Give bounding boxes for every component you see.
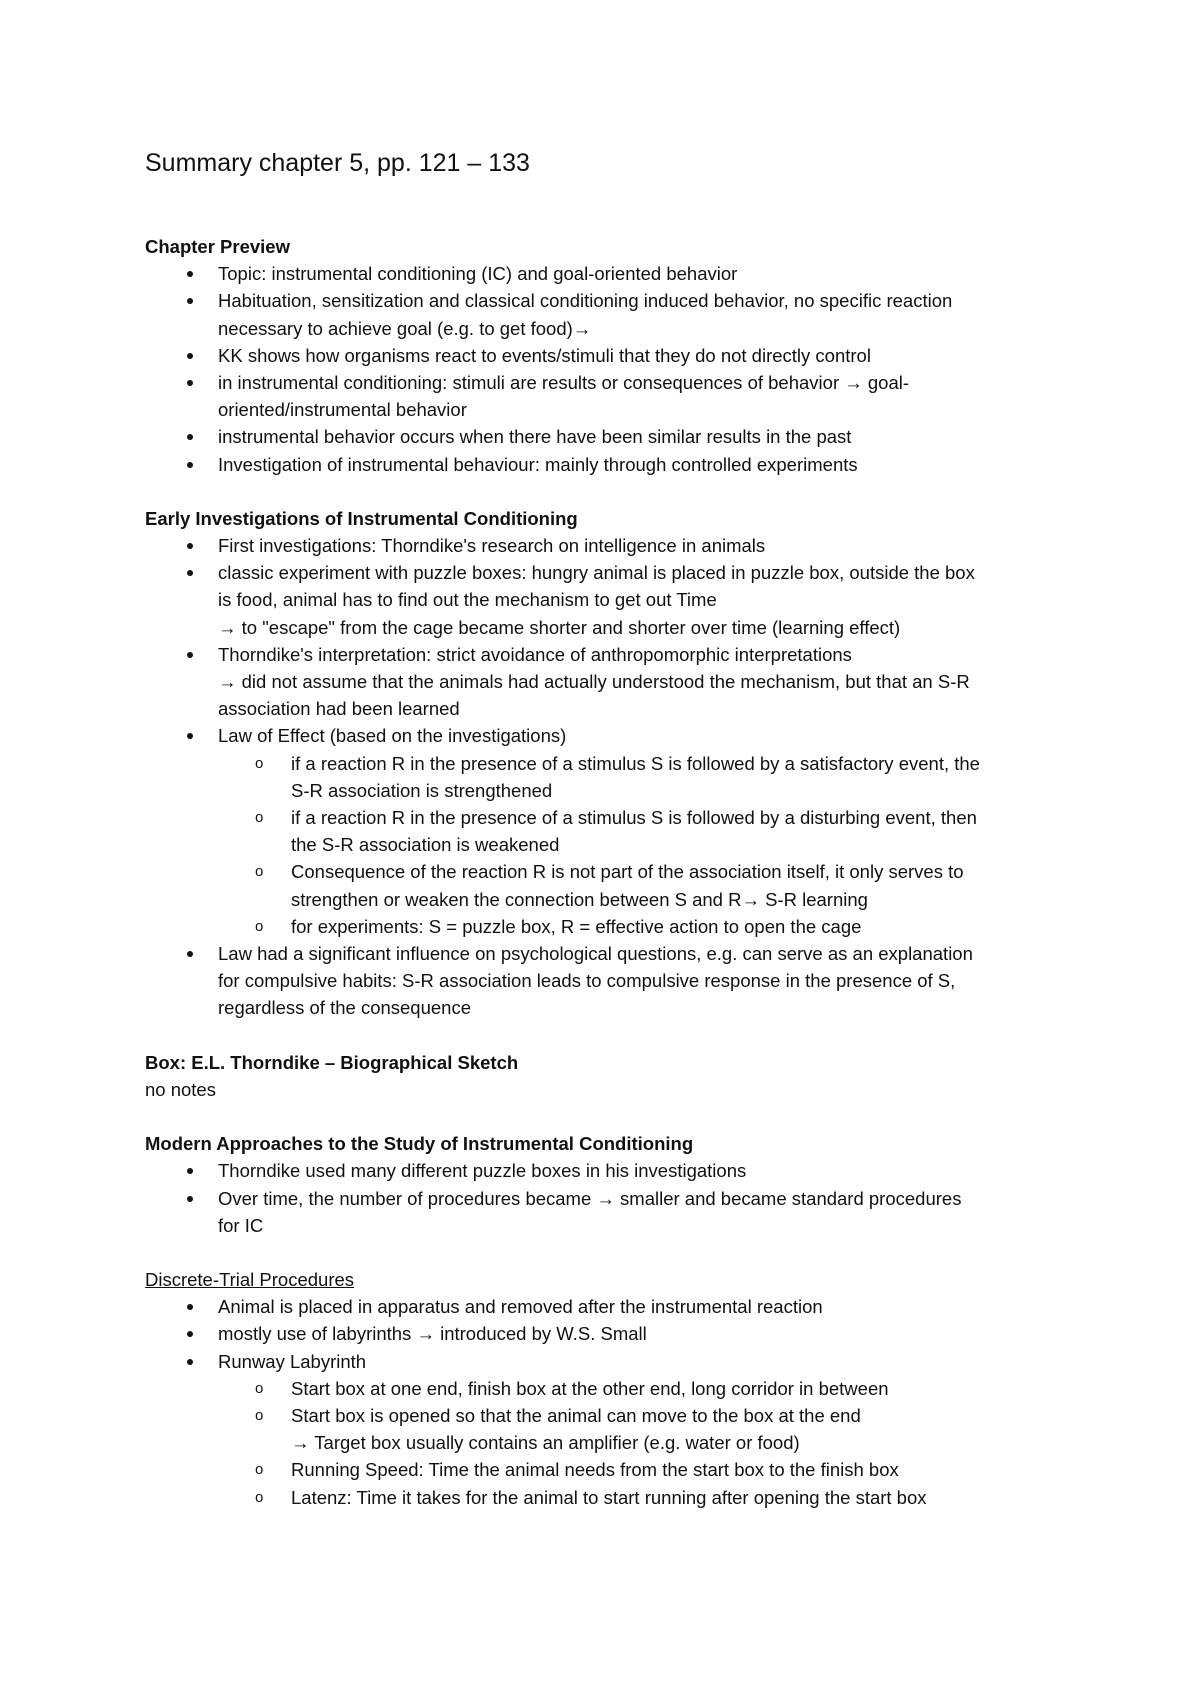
section-heading: Chapter Preview: [145, 236, 290, 257]
sub-bullet-marker: o: [255, 863, 264, 881]
item-text: if a reaction R in the presence of a stimulus S is followed by a satisfactory event, the: [291, 752, 980, 774]
bullet-item: [145, 287, 1065, 341]
bullet-item: [145, 940, 1065, 1022]
bullet-item: [145, 1157, 1065, 1184]
section-discrete-trial: [145, 1266, 1065, 1511]
bullet-icon: [187, 298, 193, 304]
bullet-icon: [187, 951, 193, 957]
item-text: Animal is placed in apparatus and removed after the instrumental reaction: [218, 1296, 823, 1318]
bullet-icon: [187, 1304, 193, 1310]
sub-bullet-list: [145, 1375, 1065, 1511]
item-text: if a reaction R in the presence of a stimulus S is followed by a disturbing event, then: [291, 807, 977, 829]
bullet-icon: [187, 1168, 193, 1174]
bullet-icon: [187, 733, 193, 739]
sub-bullet-item: [145, 1456, 1065, 1483]
bullet-icon: [187, 353, 193, 359]
bullet-list: [145, 260, 1065, 478]
sub-bullet-list: [145, 750, 1065, 940]
bullet-list: [145, 1293, 1065, 1375]
item-text: instrumental behavior occurs when there have been similar results in the past: [218, 426, 852, 448]
bullet-item: [145, 1293, 1065, 1320]
sub-bullet-item: [145, 1402, 1065, 1456]
sub-bullet-item: [145, 804, 1065, 858]
sub-bullet-marker: o: [255, 809, 264, 827]
bullet-icon: [187, 462, 193, 468]
item-text: is food, animal has to find out the mechanism to get out Time: [218, 589, 717, 611]
page-title: Summary chapter 5, pp. 121 – 133: [145, 149, 530, 177]
section-heading: Modern Approaches to the Study of Instrumental Conditioning: [145, 1133, 694, 1155]
bullet-item: [145, 559, 1065, 641]
bullet-list: [145, 940, 1065, 1022]
document-body: [145, 233, 1065, 1511]
sub-bullet-marker: o: [255, 1488, 264, 1506]
item-text: Thorndike's interpretation: strict avoidance of anthropomorphic interpretations: [218, 643, 852, 665]
item-text: → to "escape" from the cage became shorter and shorter over time (learning effect): [218, 616, 901, 638]
section-chapter-preview: [145, 233, 1065, 478]
item-text: mostly use of labyrinths → introduced by W.S. Small: [218, 1323, 647, 1345]
item-text: classic experiment with puzzle boxes: hungry animal is placed in puzzle box, outside the box: [218, 562, 975, 584]
item-text: association had been learned: [218, 698, 460, 720]
subsection-heading: Discrete-Trial Procedures: [145, 1268, 355, 1290]
note-text: no notes: [145, 1078, 216, 1100]
item-text: First investigations: Thorndike's research on intelligence in animals: [218, 535, 766, 557]
item-text: Runway Labyrinth: [218, 1350, 367, 1372]
item-text: oriented/instrumental behavior: [218, 399, 467, 421]
bullet-icon: [187, 1331, 193, 1337]
sub-bullet-item: [145, 1375, 1065, 1402]
item-text: Start box at one end, finish box at the other end, long corridor in between: [291, 1377, 889, 1399]
item-text: in instrumental conditioning: stimuli are results or consequences of behavior → goal-: [218, 372, 910, 394]
bullet-icon: [187, 434, 193, 440]
section-early-investigations: [145, 505, 1065, 1022]
item-text: Latenz: Time it takes for the animal to start running after opening the start box: [291, 1486, 927, 1508]
item-text: Investigation of instrumental behaviour: mainly through controlled experiments: [218, 453, 858, 475]
item-text: Habituation, sensitization and classical conditioning induced behavior, no specific reaction: [218, 290, 953, 312]
bullet-item: [145, 722, 1065, 749]
section-heading: Early Investigations of Instrumental Conditioning: [145, 507, 578, 529]
item-text: → Target box usually contains an amplifier (e.g. water or food): [291, 1432, 800, 1454]
item-text: for IC: [218, 1214, 264, 1236]
bullet-list: [145, 532, 1065, 750]
bullet-icon: [187, 1196, 193, 1202]
bullet-item: [145, 342, 1065, 369]
sub-bullet-item: [145, 858, 1065, 912]
bullet-item: [145, 1348, 1065, 1375]
item-text: necessary to achieve goal (e.g. to get food)→: [218, 317, 592, 339]
item-text: S-R association is strengthened: [291, 779, 553, 801]
section-heading: Box: E.L. Thorndike – Biographical Sketch: [145, 1051, 519, 1073]
item-text: Running Speed: Time the animal needs from the start box to the finish box: [291, 1459, 899, 1481]
item-text: → did not assume that the animals had actually understood the mechanism, but that an S-R: [218, 671, 970, 693]
item-text: regardless of the consequence: [218, 997, 472, 1019]
bullet-item: [145, 641, 1065, 723]
item-text: Over time, the number of procedures became → smaller and became standard procedures: [218, 1187, 962, 1209]
sub-bullet-marker: o: [255, 917, 264, 935]
bullet-icon: [187, 543, 193, 549]
bullet-item: [145, 369, 1065, 423]
item-text: Thorndike used many different puzzle boxes in his investigations: [218, 1160, 747, 1182]
item-text: KK shows how organisms react to events/stimuli that they do not directly control: [218, 344, 871, 366]
sub-bullet-marker: o: [255, 1406, 264, 1424]
item-text: Law of Effect (based on the investigations): [218, 725, 567, 747]
item-text: Consequence of the reaction R is not part of the association itself, it only serves to: [291, 861, 964, 883]
item-text: Law had a significant influence on psychological questions, e.g. can serve as an explanation: [218, 943, 973, 965]
bullet-item: [145, 1185, 1065, 1239]
sub-bullet-marker: o: [255, 754, 264, 772]
bullet-icon: [187, 271, 193, 277]
item-text: Topic: instrumental conditioning (IC) and goal-oriented behavior: [218, 263, 738, 285]
sub-bullet-item: [145, 750, 1065, 804]
sub-bullet-item: [145, 913, 1065, 940]
section-box-thorndike: [145, 1049, 1065, 1103]
bullet-icon: [187, 652, 193, 658]
bullet-icon: [187, 1359, 193, 1365]
sub-bullet-item: [145, 1484, 1065, 1511]
item-text: the S-R association is weakened: [291, 834, 560, 856]
sub-bullet-marker: o: [255, 1461, 264, 1479]
bullet-icon: [187, 380, 193, 386]
item-text: for experiments: S = puzzle box, R = effective action to open the cage: [291, 915, 862, 937]
item-text: Start box is opened so that the animal can move to the box at the end: [291, 1404, 861, 1426]
item-text: strengthen or weaken the connection between S and R→ S-R learning: [291, 888, 868, 910]
section-modern-approaches: [145, 1130, 1065, 1239]
bullet-item: [145, 260, 1065, 287]
bullet-item: [145, 1320, 1065, 1347]
bullet-item: [145, 451, 1065, 478]
bullet-icon: [187, 570, 193, 576]
item-text: for compulsive habits: S-R association leads to compulsive response in the presence of S,: [218, 970, 956, 992]
bullet-item: [145, 532, 1065, 559]
sub-bullet-marker: o: [255, 1379, 264, 1397]
bullet-list: [145, 1157, 1065, 1239]
bullet-item: [145, 423, 1065, 450]
